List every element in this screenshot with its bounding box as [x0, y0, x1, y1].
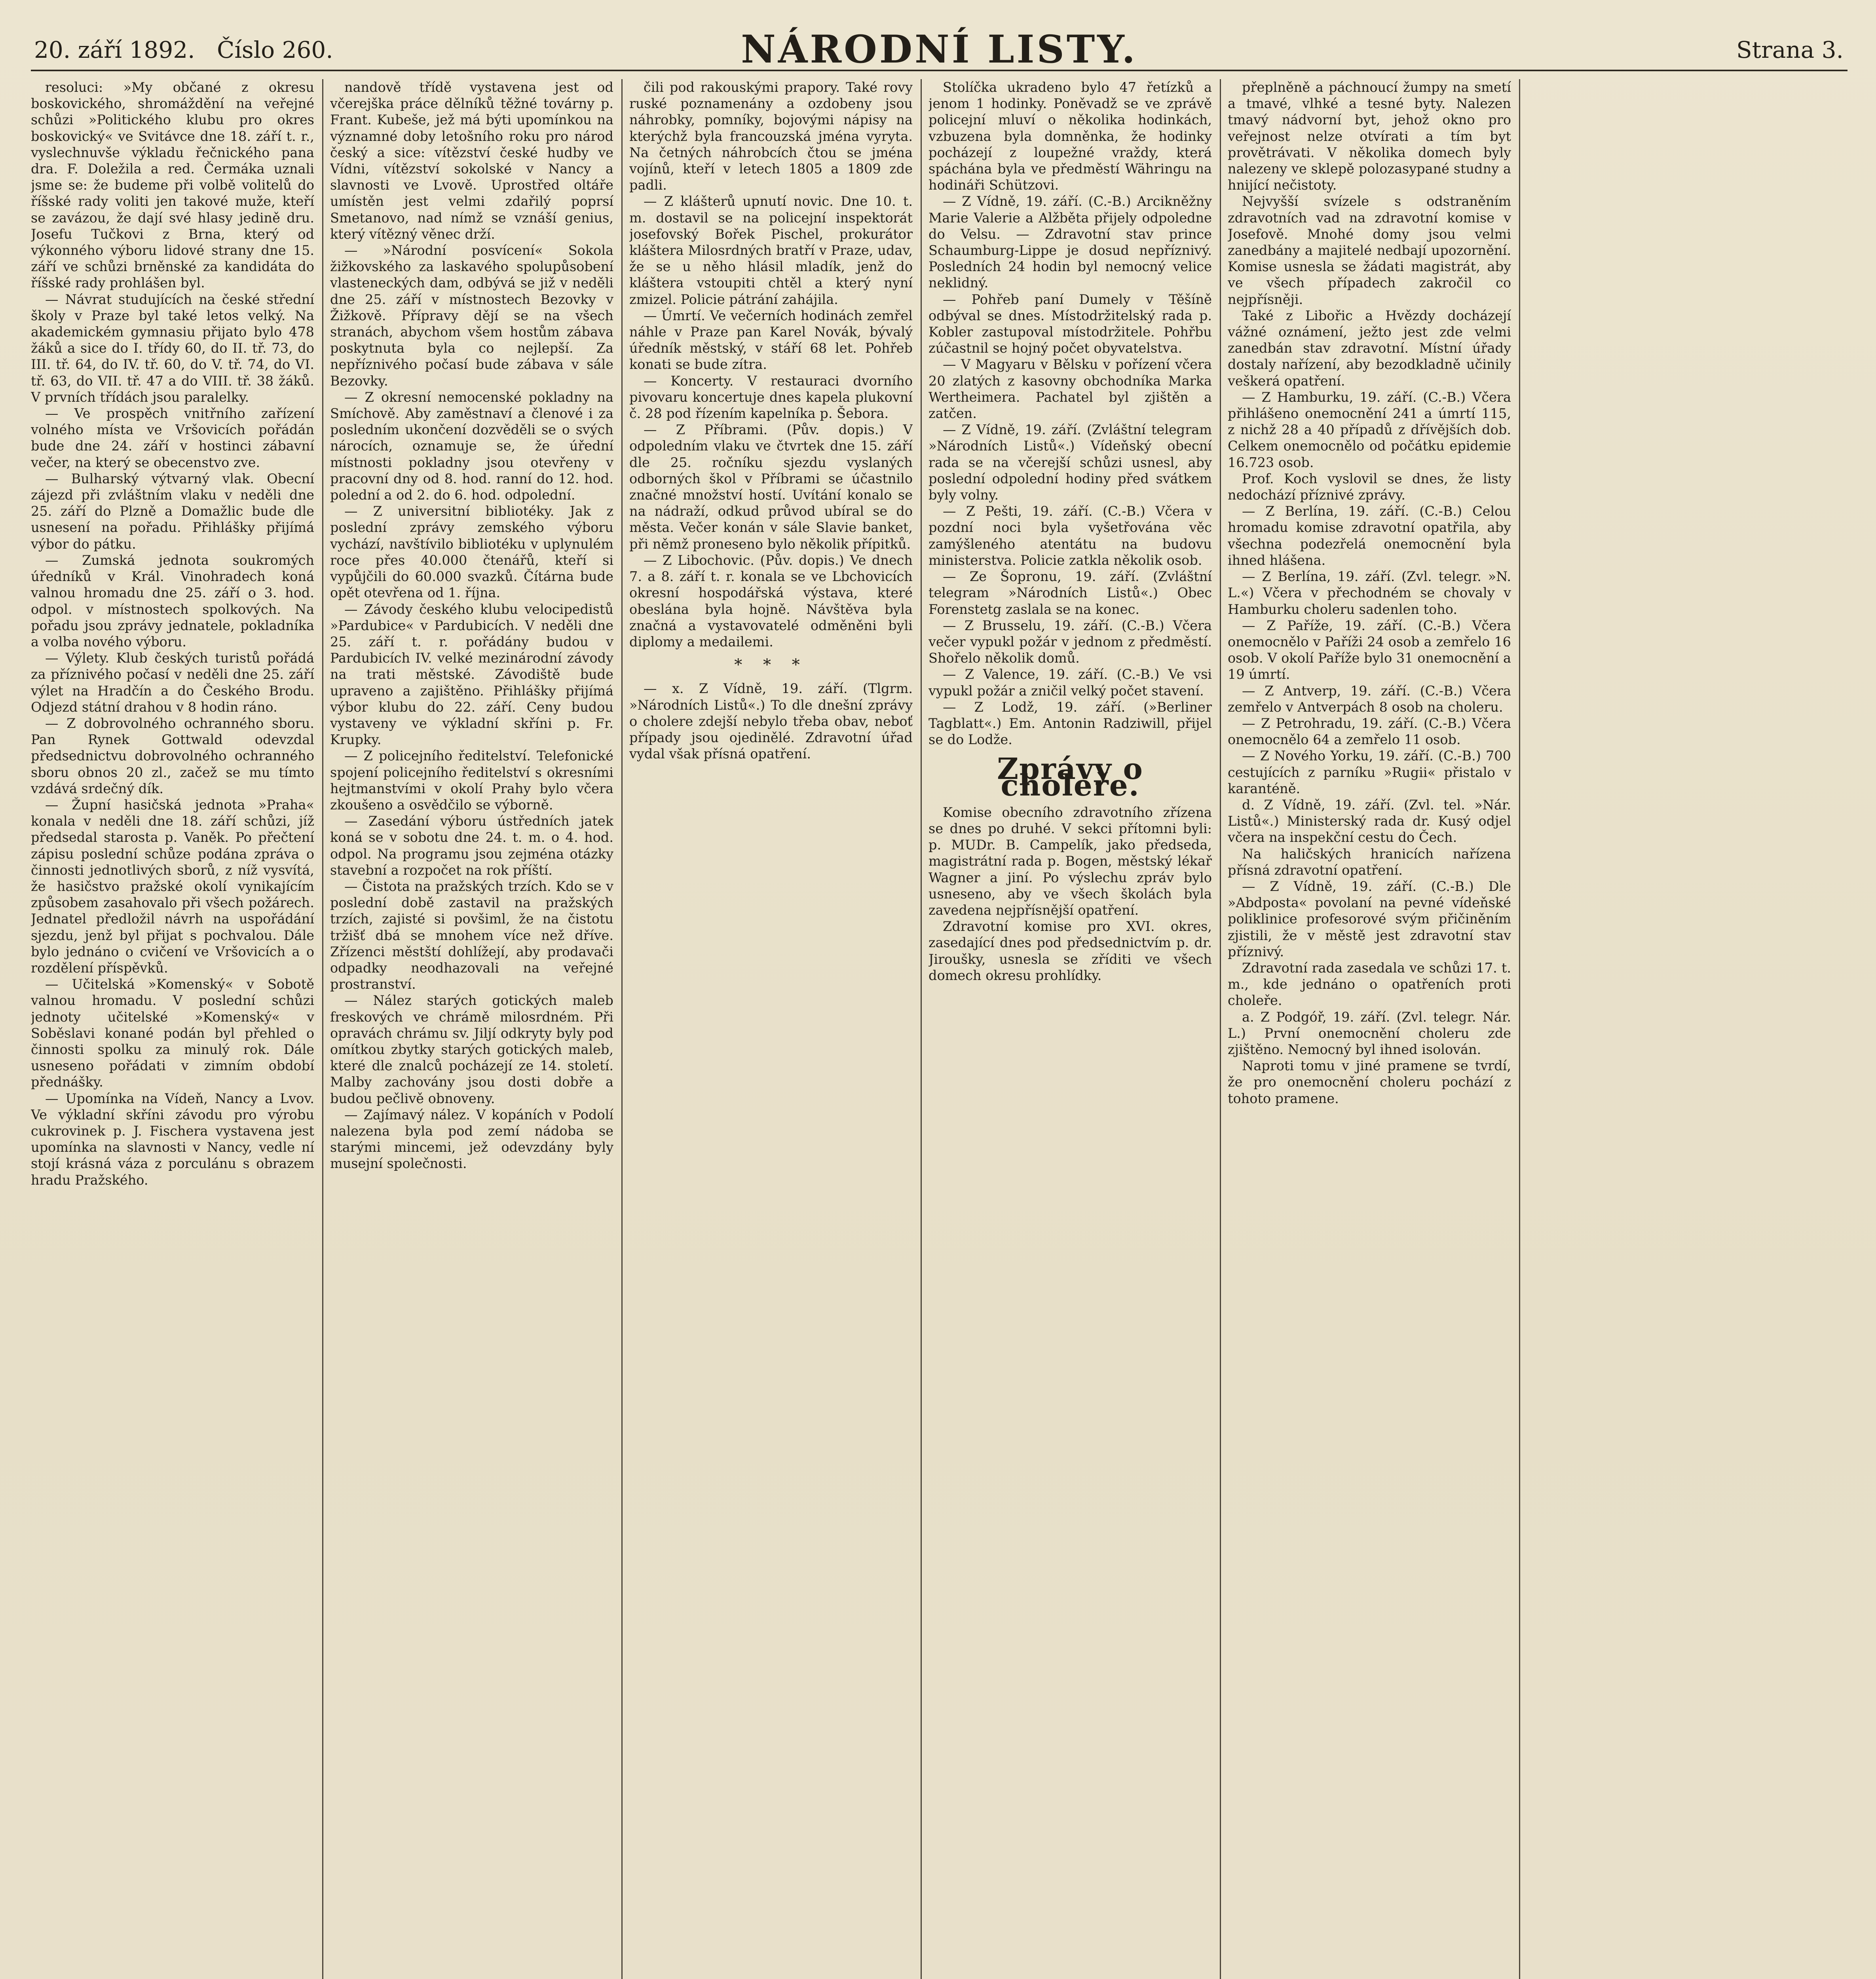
column-1: [31, 79, 314, 1979]
article-paragraph: d. Z Vídně, 19. září. (Zvl. tel. »Nár. Listů«.) Ministerský rada dr. Kusý odjel včera na inspekční cestu do Čech.: [1228, 797, 1511, 845]
column-3: [629, 79, 913, 1979]
article-paragraph: Naproti tomu v jiné pramene se tvrdí, že pro onemocnění choleru pochází z tohoto pramene.: [1228, 1058, 1511, 1106]
article-paragraph: — Z Berlína, 19. září. (Zvl. telegr. »N. L.«) Včera v přechodném se chovaly v Hamburku choleru sadenlen toho.: [1228, 569, 1511, 617]
article-paragraph: — Z dobrovolného ochranného sboru. Pan Rynek Gottwald odevzdal předsednictvu dobrovolného ochranného sboru obnos 20 zl., začež se mu tímto vzdává srdečný dík.: [31, 715, 314, 796]
issue-date: 20. září 1892.: [34, 36, 195, 63]
article-paragraph: — Upomínka na Vídeň, Nancy a Lvov. Ve výkladní skříni závodu pro výrobu cukrovinek p. J. Fischera vystavena jest upomínka na slavnosti v Nancy, vedle ní stojí krásná váza z porculánu s obrazem hradu Pražského.: [31, 1090, 314, 1188]
article-paragraph: — Z Paříže, 19. září. (C.-B.) Včera onemocnělo v Paříži 24 osob a zemřelo 16 osob. V okolí Paříže bylo 31 onemocnění a 19 úmrtí.: [1228, 617, 1511, 682]
article-paragraph: — Z Valence, 19. září. (C.-B.) Ve vsi vypukl požár a zničil velký počet stavení.: [929, 667, 1212, 699]
article-paragraph: — Z Vídně, 19. září. (C.-B.) Dle »Abdposta« povolaní na pevné vídeňské poliklinice profesorové svým přičiněním zjistili, že v městě jest zdravotní stav příznivý.: [1228, 878, 1511, 959]
text-columns: [31, 79, 1848, 1979]
column-divider: [1519, 79, 1520, 1979]
article-paragraph: — Zumská jednota soukromých úředníků v Král. Vinohradech koná valnou hromadu dne 25. září o 3. hod. odpol. v místnostech spolkových. Na pořadu jsou zprávy jednatele, pokladníka a volba nového výboru.: [31, 552, 314, 650]
article-paragraph: Na haličských hranicích nařízena přísná zdravotní opatření.: [1228, 846, 1511, 878]
article-paragraph: nandově třídě vystavena jest od včerejška práce dělníků těžné továrny p. Frant. Kubeše, jež má býti upomínkou na významné doby letošního roku pro národ český a sice: vítězství české hudby ve Vídni, vítězství sokolské v Nancy a slavnosti ve Lvově. Uprostřed oltáře umístěn jest velmi zdařilý poprsí Smetanovo, nad nímž se vznáší genius, který vítězný věnec drží.: [330, 80, 613, 242]
article-paragraph: — Nález starých gotických maleb freskových ve chrámě milosrdném. Při opravách chrámu sv. Jiljí odkryty byly pod omítkou zbytky starých gotických maleb, které dle znalců pocházejí ze 14. století. Malby zachovány jsou dosti dobře a budou pečlivě obnoveny.: [330, 993, 613, 1106]
issue-number: Číslo 260.: [217, 36, 333, 63]
article-paragraph: — Zajímavý nález. V kopáních v Podolí nalezena byla pod zemí nádoba se starými mincemi, jež odevzdány byly musejní společnosti.: [330, 1107, 613, 1172]
article-paragraph: — »Národní posvícení« Sokola žižkovského za laskavého spolupůsobení vlasteneckých dam, odbývá se již v neděli dne 25. září v místnostech Bezovky v Žižkově. Přípravy dějí se na všech stranách, abychom všem hostům zábava poskytnuta byla co nejlepší. Za nepříznivého počasí bude zábava v sále Bezovky.: [330, 243, 613, 389]
article-paragraph: Také z Libořic a Hvězdy docházejí vážné oznámení, ježto jest zde velmi zanedbán stav zdravotní. Místní úřady dostaly nařízení, aby bezodkladně učinily veškerá opatření.: [1228, 308, 1511, 389]
article-paragraph: čili pod rakouskými prapory. Také rovy ruské poznamenány a ozdobeny jsou náhrobky, pomníky, bojovými nápisy na kterýchž byla francouzská jména vyryta. Na četných náhrobcích čtou se jména vojínů, kteří v letech 1805 a 1809 zde padli.: [629, 80, 913, 193]
article-paragraph: Prof. Koch vyslovil se dnes, že listy nedochází příznivé zprávy.: [1228, 471, 1511, 503]
article-paragraph: přeplněně a páchnoucí žumpy na smetí a tmavé, vlhké a tesné byty. Nalezen tmavý nádvorní byt, jehož okno pro veřejnost nelze otvírati a tím byt provětrávati. V několika domech byly nalezeny ve sklepě polozasypané studny a hnijící nečistoty.: [1228, 80, 1511, 193]
article-paragraph: — x. Z Vídně, 19. září. (Tlgrm. »Národních Listů«.) To dle dnešní zprávy o cholere zdejší nebylo třeba obav, neboť případy jsou ojedinělé. Zdravotní úřad vydal však přísná opatření.: [629, 681, 913, 762]
article-paragraph: — Z Vídně, 19. září. (Zvláštní telegram »Národních Listů«.) Vídeňský obecní rada se na včerejší schůzi usnesl, aby poslední odpolední hodiny před svátkem byly volny.: [929, 422, 1212, 503]
article-paragraph: — Z Lodž, 19. září. (»Berliner Tagblatt«.) Em. Antonin Radziwill, přijel se do Lodže.: [929, 699, 1212, 748]
article-paragraph: — Návrat studujících na české střední školy v Praze byl také letos velký. Na akademickém gymnasiu přijato bylo 478 žáků a sice do I. třídy 60, do II. tř. 73, do III. tř. 64, do IV. tř. 60, do V. tř. 74, do VI. tř. 63, do VII. tř. 47 a do VIII. tř. 38 žáků. V prvních třídách jsou paralelky.: [31, 291, 314, 405]
cholera-section-title: Zprávy o choleře.: [997, 752, 1143, 803]
article-paragraph: — Výlety. Klub českých turistů pořádá za příznivého počasí v neděli dne 25. září výlet na Hradčín a do Českého Brodu. Odjezd státní drahou v 8 hodin ráno.: [31, 650, 314, 715]
article-paragraph: — Z klášterů upnutí novic. Dne 10. t. m. dostavil se na policejní inspektorát josefovský Bořek Pischel, prokurátor kláštera Milosrdných bratří v Praze, udav, že se u něho hlásil mladík, jenž do kláštera vstoupiti chtěl a který nyní zmizel. Policie pátrání zahájila.: [629, 194, 913, 307]
article-paragraph: — Ze Šopronu, 19. září. (Zvláštní telegram »Národních Listů«.) Obec Forenstetg zaslala se na konec.: [929, 569, 1212, 617]
article-paragraph: — Závody českého klubu velocipedistů »Pardubice« v Pardubicích. V neděli dne 25. září t. r. pořádány budou v Pardubicích IV. velké mezinárodní závody na trati městské. Závodiště bude upraveno a zajištěno. Přihlášky přijímá výbor klubu do 22. září. Ceny budou vystaveny ve výkladní skříni p. Fr. Krupky.: [330, 601, 613, 748]
article-paragraph: — Ve prospěch vnitřního zařízení volného místa ve Vršovicích pořádán bude dne 24. září v hostinci zábavní večer, na který se obecenstvo zve.: [31, 406, 314, 470]
column-2: [330, 79, 613, 1979]
column-4: [929, 79, 1212, 1979]
article-paragraph: — Z Berlína, 19. září. (C.-B.) Celou hromadu komise zdravotní opatřila, aby všechna podezřelá onemocnění byla ihned hlášena.: [1228, 503, 1511, 568]
article-paragraph: — Čistota na pražských trzích. Kdo se v poslední době zastavil na pražských trzích, zajisté si povšiml, že na čistotu tržišť dbá se mnohem více než dříve. Zřízenci městští dohlížejí, aby prodavači odpadky neodhazovali na veřejné prostranství.: [330, 878, 613, 992]
section-separator: * * *: [734, 656, 808, 674]
page-number: Strana 3.: [1736, 36, 1844, 63]
article-paragraph: — Župní hasičská jednota »Praha« konala v neděli dne 18. září schůzi, jíž předsedal starosta p. Vaněk. Po přečtení zápisu poslední schůze podána zpráva o činnosti jednotlivých sborů, z níž vysvítá, že hasičstvo pražské okolí vynikajícím způsobem zasahovalo při všech požárech. Jednatel předložil návrh na uspořádání sjezdu, jenž byl přijat s pochvalou. Dále bylo jednáno o cvičení ve Vršovicích a o rozdělení příspěvků.: [31, 797, 314, 976]
column-divider: [1220, 79, 1221, 1979]
article-paragraph: — Z Brusselu, 19. září. (C.-B.) Včera večer vypukl požár v jednom z předměstí. Shořelo několik domů.: [929, 617, 1212, 666]
article-paragraph: — Z Vídně, 19. září. (C.-B.) Arcikněžny Marie Valerie a Alžběta přijely odpoledne do Velsu. — Zdravotní stav prince Schaumburg-Lippe je dosud nepříznivý. Posledních 24 hodin byl nemocný velice neklidný.: [929, 194, 1212, 291]
article-paragraph: Zdravotní komise pro XVI. okres, zasedající dnes pod předsednictvím p. dr. Jiroušky, usnesla se zříditi ve všech domech okresu prohlídky.: [929, 919, 1212, 983]
page-header: [31, 23, 1848, 71]
article-paragraph: — Z Antverp, 19. září. (C.-B.) Včera zemřelo v Antverpách 8 osob na choleru.: [1228, 683, 1511, 715]
article-paragraph: — Pohřeb paní Dumely v Těšíně odbýval se dnes. Místodržitelský rada p. Kobler zastupoval místodržitele. Pohřbu zúčastnil se hojný počet obyvatelstva.: [929, 291, 1212, 356]
article-paragraph: Nejvyšší svízele s odstraněním zdravotních vad na zdravotní komise v Josefově. Mnohé domy jsou velmi zanedbány a majitelé nedbají upozornění. Komise usnesla se žádati magistrát, aby ve všech případech zakročil co nejpřísněji.: [1228, 194, 1511, 307]
article-paragraph: — Z Pešti, 19. září. (C.-B.) Včera v pozdní noci byla vyšetřována věc zamýšleného atentátu na budovu ministerstva. Policie zatkla několik osob.: [929, 503, 1212, 568]
article-paragraph: — Bulharský výtvarný vlak. Obecní zájezd při zvláštním vlaku v neděli dne 25. září do Plzně a Domažlic bude dle usnesení na pořadu. Přihlášky přijímá výbor do pátku.: [31, 471, 314, 552]
article-paragraph: — Zasedání výboru ústředních jatek koná se v sobotu dne 24. t. m. o 4. hod. odpol. Na programu jsou zejména otázky stavební a rozpočet na rok příští.: [330, 813, 613, 878]
column-divider: [921, 79, 922, 1979]
article-paragraph: Stolíčka ukradeno bylo 47 řetízků a jenom 1 hodinky. Poněvadž se ve zprávě policejní mluví o několika hodinkách, vzbuzena byla domněnka, že hodinky pocházejí z loupežné vraždy, která spáchána byla ve předměstí Währingu na hodináři Schützovi.: [929, 80, 1212, 193]
article-paragraph: — Z Nového Yorku, 19. září. (C.-B.) 700 cestujících z parníku »Rugii« přistalo v karanténě.: [1228, 748, 1511, 796]
article-paragraph: — Z policejního ředitelství. Telefonické spojení policejního ředitelství s okresními hejtmanstvími v okolí Prahy bylo včera zkoušeno a osvědčilo se výborně.: [330, 748, 613, 813]
article-paragraph: Zdravotní rada zasedala ve schůzi 17. t. m., kde jednáno o opatřeních proti choleře.: [1228, 960, 1511, 1008]
article-paragraph: resoluci: »My občané z okresu boskovického, shromáždění na veřejné schůzi »Politického klubu pro okres boskovický« ve Svitávce dne 18. září t. r., vyslechnuvše výkladu řečnického pana dra. F. Doležila a red. Čermáka uznali jsme se: že budeme při volbě volitelů do říšské rady voliti jen takové muže, kteří se zavázou, že dají své hlasy jedině dru. Josefu Tučkovi z Brna, který od výkonného výboru lidové strany dne 15. září ve schůzi brněnské za kandidáta do říšské rady prohlášen byl.: [31, 80, 314, 291]
article-paragraph: — Z Libochovic. (Pův. dopis.) Ve dnech 7. a 8. září t. r. konala se ve Lbchovicích okresní hospodářská výstava, které obeslána byla hojně. Návštěva byla značná a vystavovatelé odměněni byli diplomy a medailemi.: [629, 552, 913, 650]
article-paragraph: — Z Příbrami. (Pův. dopis.) V odpoledním vlaku ve čtvrtek dne 15. září dle 25. ročníku sjezdu vyslaných odborných škol v Příbrami se účastnilo značné množství hostí. Uvítání konalo se na nádraží, odkud průvod ubíral se do města. Večer konán v sále Slavie banket, při němž proneseno bylo několik přípitků.: [629, 422, 913, 552]
column-divider: [621, 79, 623, 1979]
article-paragraph: — Z Hamburku, 19. září. (C.-B.) Včera přihlášeno onemocnění 241 a úmrtí 115, z nichž 28 a 40 případů z dřívějších dob. Celkem onemocnělo od počátku epidemie 16.723 osob.: [1228, 389, 1511, 470]
article-paragraph: — V Magyaru v Bělsku v pořízení včera 20 zlatých z kasovny obchodníka Marka Wertheimera. Pachatel byl zjištěn a zatčen.: [929, 357, 1212, 422]
column-6: [1527, 79, 1844, 1979]
article-paragraph: — Úmrtí. Ve večerních hodinách zemřel náhle v Praze pan Karel Novák, bývalý úředník městský, v stáří 68 let. Pohřeb konati se bude zítra.: [629, 308, 913, 372]
article-paragraph: — Učitelská »Komenský« v Sobotě valnou hromadu. V poslední schůzi jednoty učitelské »Komenský« v Soběslavi konané podán byl přehled o činnosti spolku za minulý rok. Dále usneseno pořádati v zimním období přednášky.: [31, 976, 314, 1090]
newspaper-title: NÁRODNÍ LISTY.: [741, 27, 1137, 72]
article-paragraph: — Z universitní bibliotéky. Jak z poslední zprávy zemského výboru vychází, navštívilo bibliotéku v uplynulém roce přes 40.000 čtenářů, kteří si vypůjčili do 60.000 svazků. Čítárna bude opět otevřena od 1. října.: [330, 503, 613, 601]
column-divider: [322, 79, 323, 1979]
article-paragraph: — Koncerty. V restauraci dvorního pivovaru koncertuje dnes kapela plukovní č. 28 pod řízením kapelníka p. Šebora.: [629, 373, 913, 422]
article-paragraph: Komise obecního zdravotního zřízena se dnes po druhé. V sekci přítomni byli: p. MUDr. B. Campelík, jako předseda, magistrátní rada p. Bogen, městský lékař Wagner a jiní. Po výslechu zpráv bylo usneseno, aby ve všech školách byla zavedena nejpřísnější opatření.: [929, 804, 1212, 918]
article-paragraph: — Z Petrohradu, 19. září. (C.-B.) Včera onemocnělo 64 a zemřelo 11 osob.: [1228, 715, 1511, 748]
column-5: [1228, 79, 1511, 1979]
article-paragraph: a. Z Podgóř, 19. září. (Zvl. telegr. Nár. L.) První onemocnění choleru zde zjištěno. Nemocný byl ihned isolován.: [1228, 1009, 1511, 1057]
article-paragraph: — Z okresní nemocenské pokladny na Smíchově. Aby zaměstnaví a členové i za posledním ukončení dozvěděli se o svých nárocích, oznamuje se, že úřední místnosti pokladny jsou otevřeny v pracovní dny od 8. hod. ranní do 12. hod. polední a od 2. do 6. hod. odpolední.: [330, 389, 613, 503]
